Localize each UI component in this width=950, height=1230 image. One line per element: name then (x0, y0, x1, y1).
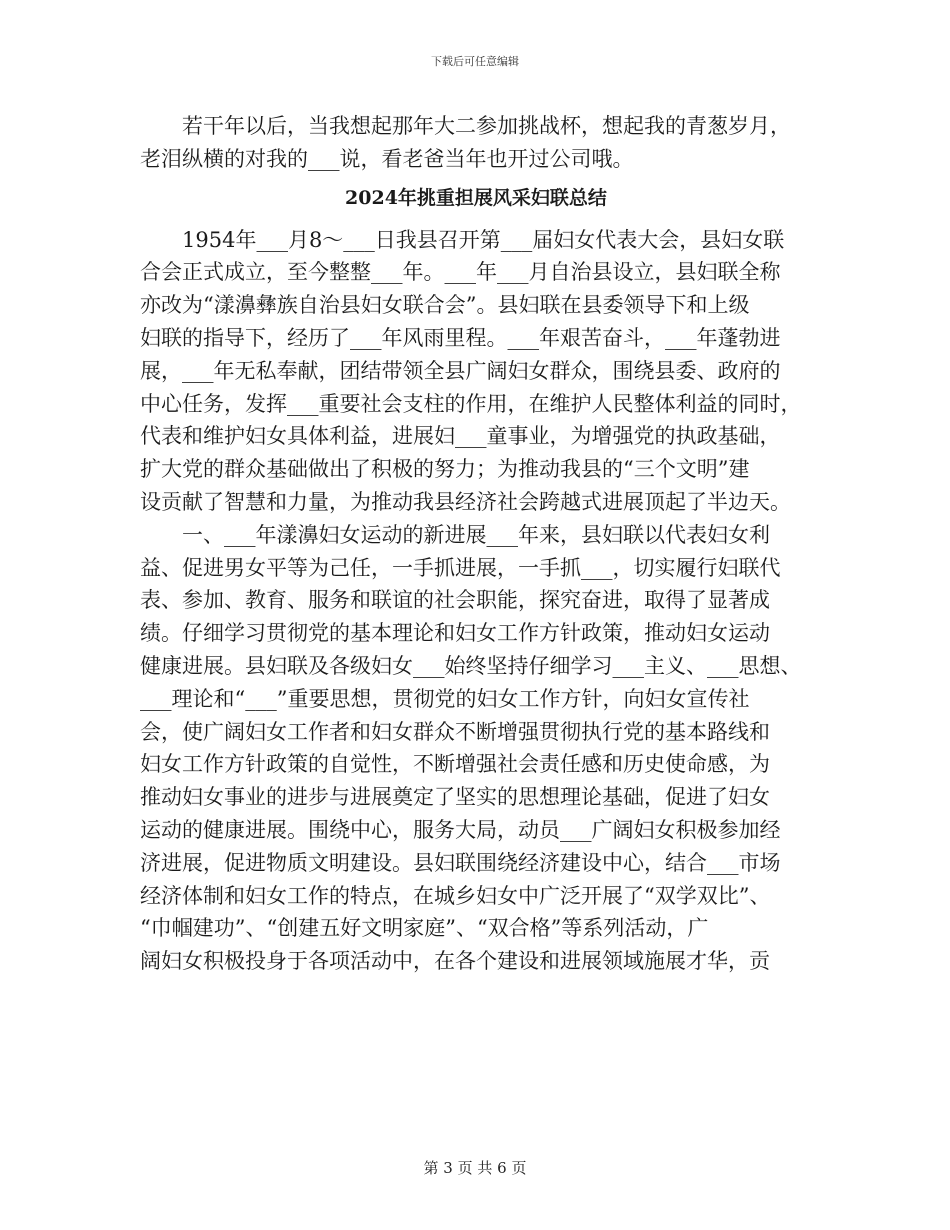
text-line: 运动的健康进展。围绕中心，服务大局，动员___广阔妇女积极参加经 (140, 817, 781, 842)
text-line: 中心任务，发挥___重要社会支柱的作用，在维护人民整体利益的同时， (140, 391, 802, 416)
paragraph-progress (140, 519, 812, 978)
text-line: 妇女工作方针政策的自觉性，不断增强社会责任感和历史使命感，为 (140, 752, 770, 777)
text-line: ___理论和“___”重要思想，贯彻党的妇女工作方针，向妇女宣传社 (140, 686, 750, 711)
text-line: 扩大党的群众基础做出了积极的努力；为推动我县的“三个文明”建 (140, 457, 750, 482)
intro-paragraph (140, 110, 812, 176)
text-line: 若干年以后，当我想起那年大二参加挑战杯，想起我的青葱岁月， (182, 114, 791, 138)
text-line: 亦改为“漾濞彝族自治县妇女联合会”。县妇联在县委领导下和上级 (140, 293, 750, 318)
text-line: “巾帼建功”、“创建五好文明家庭”、“双合格”等系列活动，广 (140, 916, 709, 941)
text-line: 健康进展。县妇联及各级妇女___始终坚持仔细学习___主义、___思想、 (140, 653, 802, 678)
paragraph-history (140, 224, 812, 519)
text-line: 会，使广阔妇女工作者和妇女群众不断增强贯彻执行党的基本路线和 (140, 719, 770, 744)
page-number: 第 3 页 共 6 页 (423, 1159, 527, 1177)
text-line: 济进展，促进物质文明建设。县妇联围绕经济建设中心，结合___市场 (140, 850, 781, 875)
text-line: 经济体制和妇女工作的特点，在城乡妇女中广泛开展了“双学双比”、 (140, 883, 771, 908)
text-line: 益、促进男女平等为己任，一手抓进展，一手抓___，切实履行妇联代 (140, 555, 781, 580)
text-line: 一、___年漾濞妇女运动的新进展___年来，县妇联以代表妇女利 (182, 522, 770, 547)
document-body (140, 110, 812, 978)
text-line: 绩。仔细学习贯彻党的基本理论和妇女工作方针政策，推动妇女运动 (140, 621, 770, 646)
text-line: 推动妇女事业的进步与进展奠定了坚实的思想理论基础，促进了妇女 (140, 785, 770, 810)
page-header: 下载后可任意编辑 (431, 55, 519, 68)
text-line: 1954年___月8～___日我县召开第___届妇女代表大会，县妇女联 (182, 227, 785, 252)
text-line: 展，___年无私奉献，团结带领全县广阔妇女群众，围绕县委、政府的 (140, 358, 781, 383)
text-line: 妇联的指导下，经历了___年风雨里程。___年艰苦奋斗，___年蓬勃进 (140, 325, 781, 350)
text-line: 代表和维护妇女具体利益，进展妇___童事业，为增强党的执政基础， (140, 424, 781, 449)
text-line: 阔妇女积极投身于各项活动中，在各个建设和进展领域施展才华，贡 (140, 949, 770, 974)
document-title: 2024年挑重担展风采妇联总结 (345, 186, 607, 209)
text-line: 老泪纵横的对我的___说，看老爸当年也开过公司哦。 (140, 146, 634, 171)
text-line: 合会正式成立，至今整整___年。___年___月自治县设立，县妇联全称 (140, 260, 781, 285)
text-line: 表、参加、教育、服务和联谊的社会职能，探究奋进，取得了显著成 (140, 588, 770, 613)
text-line: 设贡献了智慧和力量，为推动我县经济社会跨越式进展顶起了半边天。 (140, 489, 791, 514)
